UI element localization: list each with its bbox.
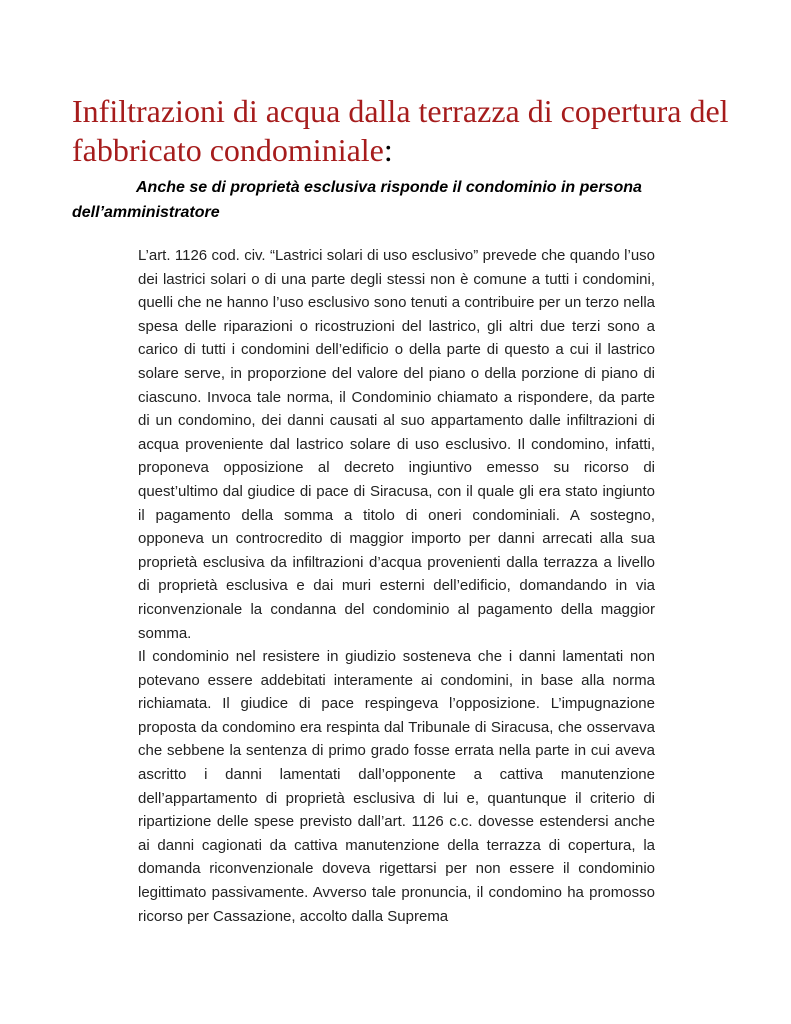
title-colon: :: [383, 132, 393, 168]
paragraph-1: L’art. 1126 cod. civ. “Lastrici solari di uso esclusivo” prevede che quando l’uso dei lastrici solari o di una parte degli stessi non è comune a tutti i condomini, quelli che ne hanno l’uso esclusivo sono tenuti a contribuire per un terzo nella spesa delle riparazioni o ricostruzioni del lastrico, gli altri due terzi sono a carico di tutti i condomini dell’edificio o della parte di questo a cui il lastrico solare serve, in proporzione del valore del piano o della porzione di piano di ciascuno. Invoca tale norma, il Condominio chiamato a rispondere, da parte di un condomino, dei danni causati al suo appartamento dalle infiltrazioni di acqua proveniente dal lastrico solare di uso esclusivo. Il condomino, infatti, proponeva opposizione al decreto ingiuntivo emesso su ricorso di quest’ultimo dal giudice di pace di Siracusa, con il quale gli era stato ingiunto il pagamento della somma a titolo di oneri condominiali. A sostegno, opponeva un controcredito di maggior importo per danni arrecati alla sua proprietà esclusiva da infiltrazioni d’acqua provenienti dalla terrazza a livello di proprietà esclusiva e dai muri esterni dell’edificio, domandando in via riconvenzionale la condanna del condominio al pagamento della maggior somma.: [138, 247, 655, 642]
document-subtitle: Anche se di proprietà esclusiva risponde il condominio in persona dell’amministratore: [72, 179, 642, 221]
title-text: Infiltrazioni di acqua dalla terrazza di copertura del fabbricato condominiale: [72, 93, 729, 168]
paragraph-2: Il condominio nel resistere in giudizio sosteneva che i danni lamentati non potevano essere addebitati interamente ai condomini, in base alla norma richiamata. Il giudice di pace respingeva l’opposizione. L’impugnazione proposta da condomino era respinta dal Tribunale di Siracusa, che osservava che sebbene la sentenza di primo grado fosse errata nella parte in cui aveva ascritto i danni lamentati dall’opponente a cattiva manutenzione dell’appartamento di proprietà esclusiva di lui e, quantunque il criterio di ripartizione delle spese previsto dall’art. 1126 c.c. dovesse estendersi anche ai danni cagionati da cattiva manutenzione della terrazza di copertura, la domanda riconvenzionale doveva rigettarsi per non essere il condominio legittimato passivamente. Avverso tale pronuncia, il condomino ha promosso ricorso per Cassazione, accolto dalla Suprema: [138, 648, 655, 925]
document-title: [72, 92, 732, 170]
body-text: [138, 244, 655, 928]
